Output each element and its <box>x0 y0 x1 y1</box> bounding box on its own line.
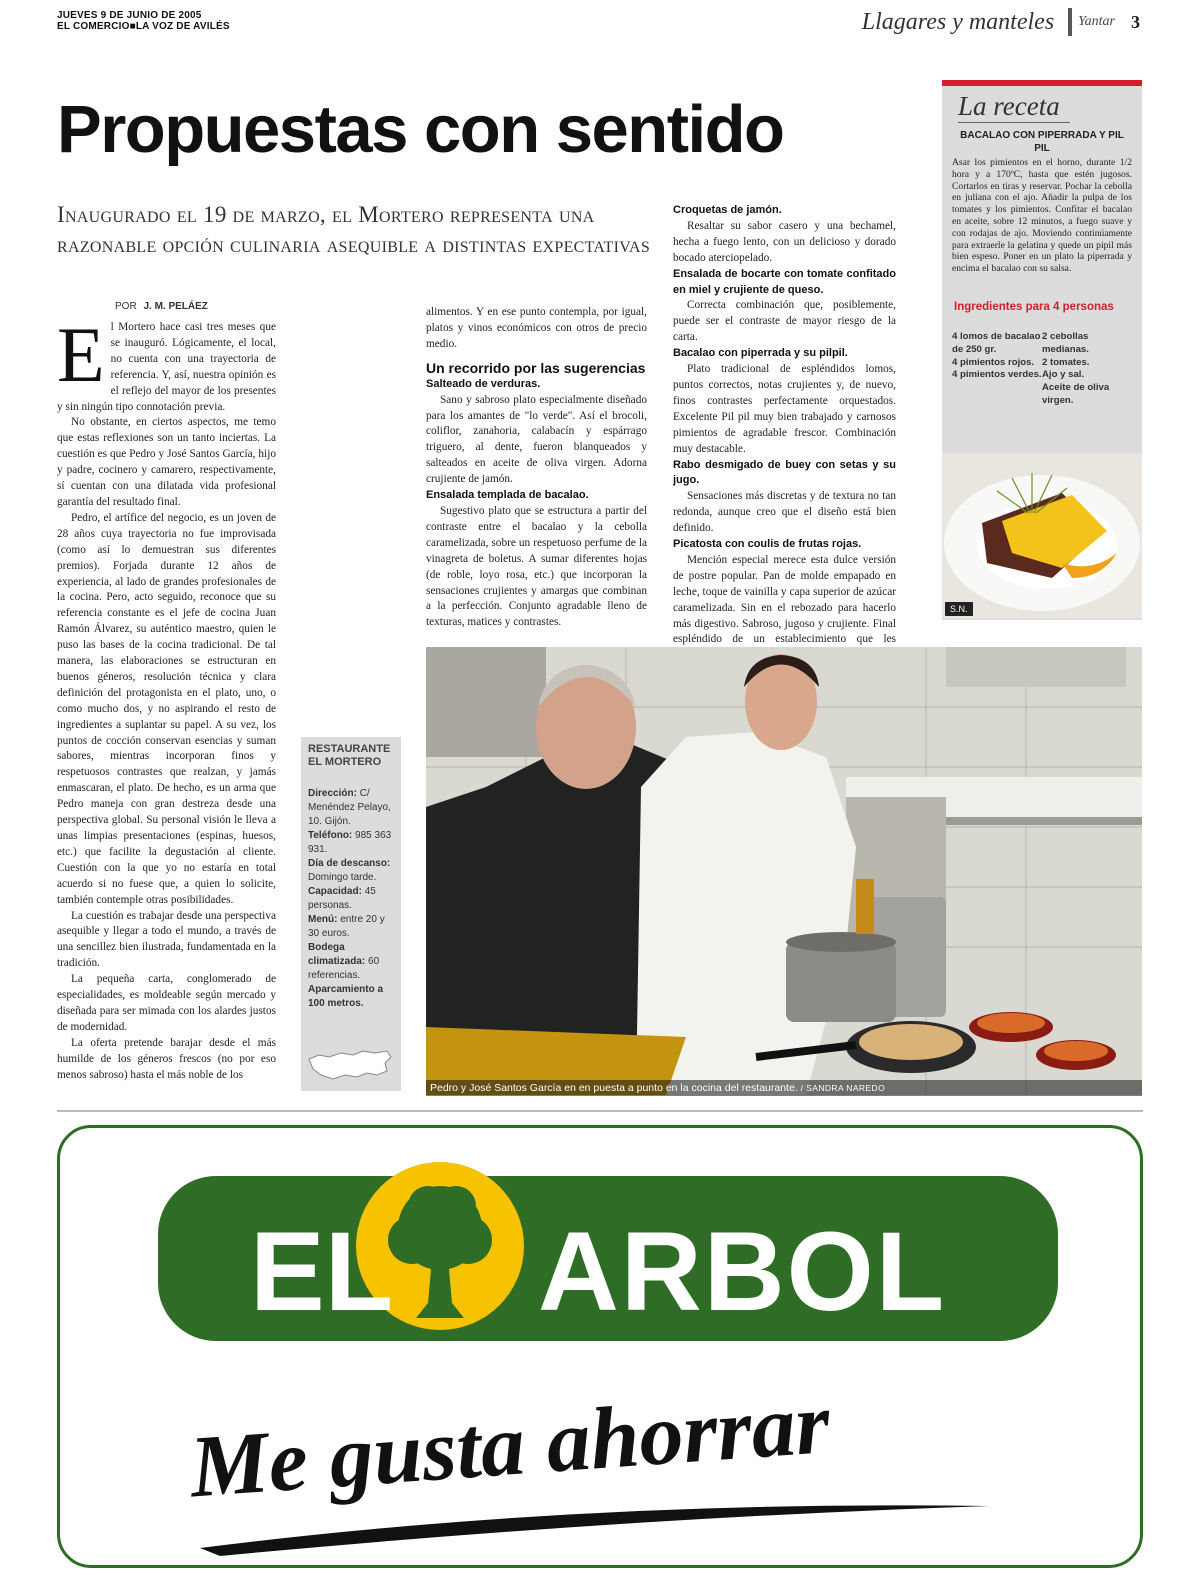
dish-name: Salteado de verduras. <box>426 377 541 390</box>
dish-name: Ensalada de bocarte con tomate confitado en miel y crujiente de queso. <box>673 267 896 296</box>
info-fields <box>308 787 394 1011</box>
section-divider <box>1068 8 1072 36</box>
dish-description: Correcta combinación que, posiblemente, puede ser el contraste de mayor riesgo de la carta. <box>673 299 896 344</box>
kitchen-photo <box>426 647 1142 1095</box>
ingredient-item: 4 lomos de bacalao de 250 gr. <box>952 330 1041 355</box>
info-field <box>308 829 394 857</box>
paragraph: La oferta pretende barajar desde el más humilde de los géneros frescos (no por eso menos sabroso) hasta el más noble de los <box>57 1036 276 1081</box>
info-label: Día de descanso: <box>308 858 391 869</box>
byline <box>115 301 208 312</box>
restaurant-info-box <box>301 737 401 1091</box>
asturias-map-icon <box>307 1047 393 1081</box>
issue-date: JUEVES 9 DE JUNIO DE 2005 <box>57 10 202 21</box>
dish-name: Rabo desmigado de buey con setas y su jugo. <box>673 458 896 487</box>
headline: Propuestas con sentido <box>57 92 784 167</box>
info-field <box>308 857 394 885</box>
article-column-3 <box>673 203 896 646</box>
info-value: Domingo tarde. <box>308 872 377 883</box>
dish-description: Resaltar su sabor casero y una bechamel, hecha a fuego lento, con un delicioso y dorado bocado aterciopelado. <box>673 219 896 264</box>
ingredient-item: Ajo y sal. <box>1042 369 1085 381</box>
caption-text: Pedro y José Santos García en en puesta a punto en la cocina del restaurante. <box>430 1082 798 1094</box>
page-divider <box>57 1110 1143 1112</box>
recipe-text: Asar los pimientos en el horno, durante 1/2 hora y a 170ºC, hasta que estén jugosos. Cortarlos en tiras y reservar. Pochar la cebolla en juliana con el ajo. Añadir la pulpa de los tomates y los pimientos. Confitar el bacalao en aceite, sobre 12 minutos, a fuego suave y con rodajas de ajo. Moviendo continúamente para extraerle la gelatina y quede un pipil más bien espeso. Poner en un plato la piperrada y encima el bacalao con su salsa. <box>952 157 1132 275</box>
section-heading: Un recorrido por las sugerencias <box>426 359 646 376</box>
recipe-title: La receta <box>958 90 1070 123</box>
dish-description: Sano y sabroso plato especialmente diseñado para los amantes de "lo verde". Así el brocoli, coliflor, zanahoria, calabacín y espárrago triguero, al dente, fueron blanqueados y salteados en aceite de oliva virgen. Adorna crujiente de jamón. <box>426 393 647 486</box>
dish-description: Mención especial merece esta dulce versión de postre popular. Pan de molde empapado en leche, toque de vainilla y capa superior de azúcar caramelizada. Sin en el rebozado para hacerlo más digestivo. Sabroso, jugoso y crujiente. Final espléndido de un establecimiento que les <box>673 553 896 646</box>
ingredient-item: 4 pimientos rojos. <box>952 356 1035 368</box>
info-label: Aparcamiento a 100 metros. <box>308 984 384 1009</box>
dish-description: Sugestivo plato que se estructura a partir del contraste entre el bacalao y la cebolla caramelizada, sobre un respetuoso perfume de la vinagreta de boletus. A sumar diferentes hojas (de roble, loyo rosa, etc.) que incorporan la sensaciones crujientes y amargas que combinan a la perfección. Conjunto agradable lleno de texturas, matices y contrastes. <box>426 504 647 629</box>
info-field <box>308 787 394 829</box>
ingredients-right <box>1042 331 1132 408</box>
paragraph: No obstante, en ciertos aspectos, me temo que estas reflexiones son un tanto inciertas. La cuestión es que Pedro y José Santos García, hijo y padre, cocinero y camarero, respectivamente, sí cuentan con una dilatada vida profesional garantía del resultado final. <box>57 416 276 508</box>
ingredients-grid <box>952 331 1132 408</box>
dish-name: Ensalada templada de bacalao. <box>426 489 589 502</box>
info-field <box>308 983 394 1011</box>
info-value: 45 personas. <box>308 886 376 911</box>
brand-arbol: ARBOL <box>538 1209 947 1334</box>
dish-photo <box>942 453 1142 618</box>
paragraph: l Mortero hace casi tres meses que se inauguró. Lógicamente, el local, no cuenta con una trayectoria de referencia. Y, así, nuestra opinión es el reflejo del mayor de los presentes y sin ningún tipo connotación previa. <box>57 321 276 413</box>
subheadline: Inaugurado el 19 de marzo, el Mortero representa una razonable opción culinaria asequible a distintas expectativas <box>57 202 651 257</box>
dish-list-a <box>426 377 647 632</box>
el-arbol-advertisement <box>57 1125 1143 1568</box>
info-field <box>308 941 394 983</box>
info-field <box>308 913 394 941</box>
dish-description: Sensaciones más discretas y de textura no tan redonda, aunque creo que el diseño está bien definido. <box>673 490 896 535</box>
section-title: Llagares y manteles <box>861 8 1055 35</box>
info-field <box>308 885 394 913</box>
slogan-underline <box>200 1505 990 1556</box>
photo-caption <box>426 1080 1142 1096</box>
brand-el: EL <box>250 1209 394 1334</box>
dish-name: Bacalao con piperrada y su pilpil. <box>673 347 848 360</box>
ingredients-left <box>952 331 1042 408</box>
photo-credit: S.N. <box>945 602 973 616</box>
article-column-1 <box>57 311 276 1100</box>
info-label: Menú: <box>308 914 338 925</box>
info-label: Dirección: <box>308 788 357 799</box>
recipe-dish: BACALAO CON PIPERRADA Y PIL PIL <box>960 130 1124 154</box>
ingredient-item: 2 cebollas medianas. <box>1042 330 1089 355</box>
dish-list-b <box>673 203 896 664</box>
ingredient-item: 4 pimientos verdes. <box>952 369 1042 381</box>
byline-author: J. M. PELÁEZ <box>143 301 208 312</box>
masthead-left <box>57 10 230 32</box>
info-title: RESTAURANTE EL MORTERO <box>308 743 391 768</box>
paragraph: La cuestión es trabajar desde una perspectiva asequible y llegar a todo el mundo, a través de una sencillez bien ilustrada, fundamentada en la tradición. <box>57 909 276 970</box>
paragraph: alimentos. Y en ese punto contempla, por igual, platos y vinos económicos con otros de precio medio. <box>426 306 647 350</box>
info-label: Bodega climatizada: <box>308 942 366 967</box>
ingredient-item: Aceite de oliva virgen. <box>1042 382 1110 406</box>
info-value: C/ Menéndez Pelayo, 10. Gijón. <box>308 788 391 827</box>
page-number: 3 <box>1131 11 1140 32</box>
section-header <box>862 6 1140 38</box>
dish-name: Picatosta con coulis de frutas rojas. <box>673 538 862 551</box>
drop-cap: E <box>57 311 105 398</box>
info-label: Teléfono: <box>308 830 353 841</box>
info-value: 985 363 931. <box>308 830 392 855</box>
ingredient-item: 2 tomates. <box>1042 356 1090 368</box>
caption-credit: / SANDRA NAREDO <box>800 1083 886 1093</box>
byline-prefix: POR <box>115 301 137 312</box>
slogan: Me gusta ahorrar <box>187 1375 833 1517</box>
info-label: Capacidad: <box>308 886 362 897</box>
dish-name: Croquetas de jamón. <box>673 204 782 216</box>
paper-name: EL COMERCIO■LA VOZ DE AVILÉS <box>57 21 230 32</box>
paragraph: La pequeña carta, conglomerado de especialidades, es moldeable según mercado y diseñada para ser mimada con los alardes justos de modernidad. <box>57 973 276 1033</box>
section-subtitle: Yantar <box>1078 14 1115 29</box>
info-value: 60 referencias. <box>308 956 380 981</box>
ingredients-title: Ingredientes para 4 personas <box>954 300 1114 313</box>
dish-description: Plato tradicional de espléndidos lomos, puntos correctos, notas crujientes y, de nuevo, finos contrastes perfectamente orquestados. Excelente Pil pil muy bien trabajado y carnosos pimientos de agradable frescor. Combinación muy destacable. <box>673 363 896 455</box>
info-value: entre 20 y 30 euros. <box>308 914 385 939</box>
article-column-2 <box>426 305 647 629</box>
paragraph: Pedro, el artífice del negocio, es un joven de 28 años cuya trayectoria no fue improvisada (como así lo demuestran sus diferentes premios). Forjada durante 12 años de experiencia, al lado de grandes profesionales de la cocina. Pero, acto seguido, reconoce que su referencia constante es el jefe de cocina Juan Ramón Álvarez, su auténtico maestro, quien le puso las bases de la cocina tradicional. De tal manera, las elaboraciones se estructuran en buenos géneros, resolución técnica y clara definición del protagonista en el plato, uno, o como mucho dos, y no aspirando el resto de ingredientes a suplantar su papel. A su vez, los puntos de cocción conservan esencias y suman sabores, mientras incorporan finos y respetuosos contrastes que realzan, y jamás enmascaran, el plato. De hecho, es un arma que Pedro maneja con gran destreza desde una perspectiva global. Su personal visión le lleva a unas limpias presentaciones (espinas, huesos, etc.) que facilite la degustación al cliente. Cuestión con la que yo no estaría en total acuerdo si no fuese que, a quien lo solicite, también contemple otras posibilidades. <box>57 511 276 906</box>
